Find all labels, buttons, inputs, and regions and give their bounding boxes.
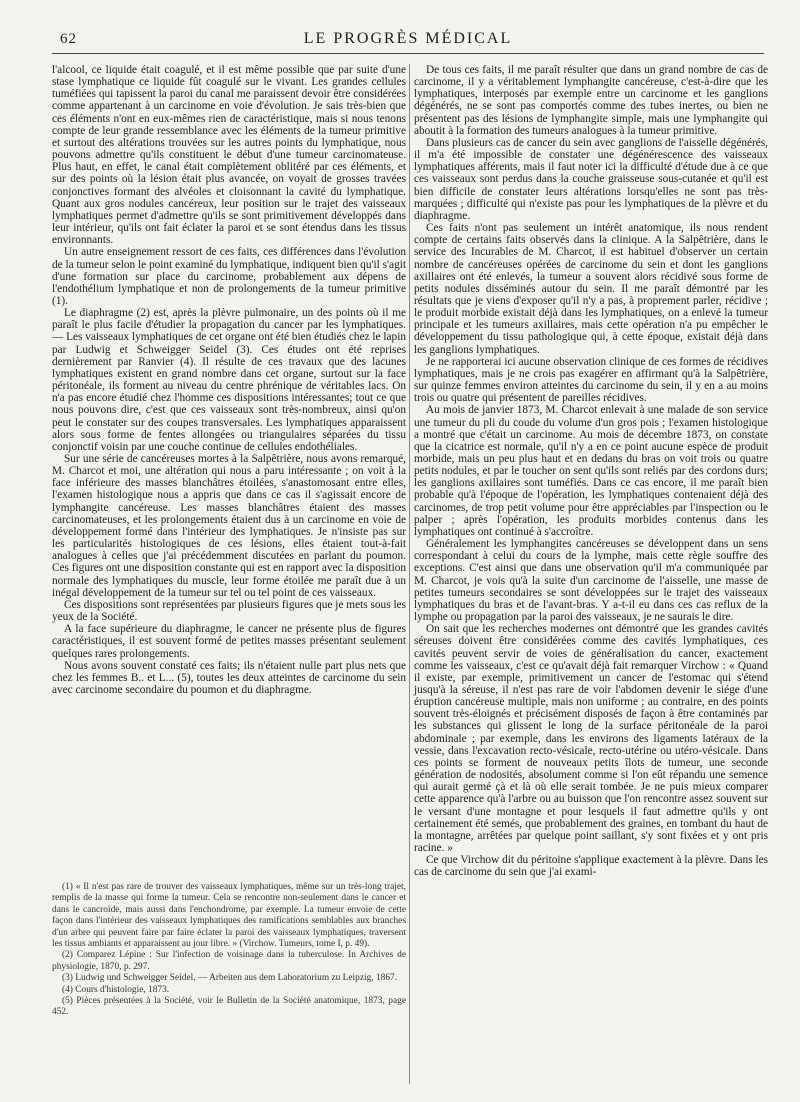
right-column-paragraph: Généralement les lymphangites cancéreuses se développent dans un sens correspondant à celui du cours de la lymphe, mais cette règle souffre des exceptions. C'est ainsi que dans une observation qu'il m'a communiquée par M. Charcot, je vois qu'à la suite d'un carcinome de l'aisselle, une masse de petites tumeurs secondaires se sont développées sur le trajet des vaisseaux lymphatiques du bras et de l'avant-bras. Y a-t-il eu dans ces cas reflux de la lymphe ou propagation par la paroi des vaisseaux, je ne saurais le dire. bbox=[414, 538, 768, 624]
left-column-paragraph: Le diaphragme (2) est, après la plèvre pulmonaire, un des points où il me paraît le plus facile d'étudier la propagation du cancer par les lymphatiques. — Les vaisseaux lymphatiques de cet organe ont été bien étudiés chez le lapin par Ludwig et Schweigger Seidel (3). Ces études ont été reprises dernièrement par Ranvier (4). Il résulte de ces travaux que des lacunes lymphatiques existent en grand nombre dans cet organe, surtout sur la face péritonéale, ils forment au niveau du centre phrénique de véritables lacs. On n'a pas encore étudié chez l'homme ces dispositions intéressantes; tout ce que nous pouvons dire, c'est que ces vaisseaux sont très-nombreux, ainsi qu'on peut le constater sur des coupes transversales. Les lymphatiques apparaissent alors sous forme de fentes allongées ou triangulaires séparées du tissu conjonctif voisin par une couche continue de cellules endothéliales. bbox=[52, 307, 406, 453]
right-column bbox=[414, 64, 768, 878]
left-column-paragraph: Nous avons souvent constaté ces faits; ils n'étaient nulle part plus nets que chez les femmes B.. et L... (5), toutes les deux atteintes de carcinome du sein avec carcinome secondaire du poumon et du diaphragme. bbox=[52, 659, 406, 696]
page-header bbox=[52, 29, 764, 54]
left-column-paragraph: A la face supérieure du diaphragme, le cancer ne présente plus de figures caractéristiques, il est souvent formé de petites masses présentant seulement quelques rares prolongements. bbox=[52, 623, 406, 660]
journal-title: LE PROGRÈS MÉDICAL bbox=[303, 30, 513, 47]
footnote: (4) Cours d'histologie, 1873. bbox=[62, 984, 170, 995]
left-column bbox=[52, 64, 406, 696]
right-column-paragraph: Dans plusieurs cas de cancer du sein avec ganglions de l'aisselle dégénérés, il m'a été impossible de constater une dégénérescence des vaisseaux lymphatiques afférents, mais il faut noter ici la difficulté d'étude due à ce que ces vaisseaux sont perdus dans la couche graisseuse sous-cutanée et qu'il est bien difficile de constater leurs altérations lorsqu'elles ne sont pas très-marquées ; difficulté qui n'existe pas pour les lymphatiques de la plèvre et du diaphragme. bbox=[414, 136, 768, 222]
footnote: (5) Pièces présentées à la Société, voir le Bulletin de la Société anatomique, 1873, page 452. bbox=[52, 996, 406, 1018]
footnote: (3) Ludwig und Schweigger Seidel. — Arbeiten aus dem Laboratorium zu Leipzig, 1867. bbox=[62, 973, 398, 984]
left-column-paragraph: Sur une série de cancéreuses mortes à la Salpêtrière, nous avons remarqué, M. Charcot et moi, une altération qui nous a paru intéressante ; on voit à la face inférieure des masses blanchâtres étoilées, s'anastomosant entre elles, l'examen histologique nous a appris que dans ce cas il s'agissait encore de lymphangite cancéreuse. Les masses blanchâtres étaient des masses carcinomateuses, et les prolongements étaient dus à un carcinome en voie de développement formé dans l'intérieur des lymphatiques. Je n'insiste pas sur les particularités histologiques de ces lésions, elles étaient tout-à-fait analogues à celles que j'ai précédemment discutées en parlant du poumon. Ces figures ont une disposition constante qui est en rapport avec la disposition normale des lymphatiques du muscle, leur forme étoilée me paraît due à un inégal développement de la tumeur sur tel ou tel point de ces vaisseaux. bbox=[52, 453, 406, 599]
right-column-paragraph: Ces faits n'ont pas seulement un intérêt anatomique, ils nous rendent compte de certains faits observés dans la clinique. A la Salpêtrière, dans le service des Incurables de M. Charcot, il est habituel d'observer un certain nombre de cancéreuses opérées de carcinome du sein et dont les ganglions axillaires ont été enlevés, la tumeur a souvent alors récidivé sous forme de petits nodules disséminés autour du sein. Il me paraît démontré par les résultats que je viens d'exposer qu'il n'y a pas, à proprement parler, récidive ; le produit morbide existait déjà dans les lymphatiques, on a enlevé la tumeur principale et les tumeurs axillaires, mais cette opération n'a pu empêcher le développement du tissu pathologique qui, à cette époque, existait déjà dans les ganglions lymphatiques. bbox=[414, 222, 768, 356]
right-column-paragraph: Ce que Virchow dit du péritoine s'applique exactement à la plèvre. Dans les cas de carcinome du sein que j'ai exami- bbox=[414, 854, 768, 879]
footnotes bbox=[52, 882, 406, 1019]
right-column-paragraph: Au mois de janvier 1873, M. Charcot enlevait à une malade de son service une tumeur du pli du coude du volume d'un gros pois ; l'examen histologique a montré que c'était un carcinome. Au mois de décembre 1873, on constate que la cicatrice est normale, qu'il n'y a en ce point aucune espèce de produit morbide, mais un peu plus haut et en dedans du bras on voit trois ou quatre petits nodules, et par le toucher on sent qu'ils sont reliés par des cordons durs; les ganglions axillaires sont tuméfiés. Dans ce cas encore, il me paraît bien probable qu'à l'époque de l'opération, les lymphatiques contenaient déjà des carcinomes, de trop petit volume pour être appréciables par l'inspection ou le palper ; après l'opération, les produits morbides contenus dans les lymphatiques ont continué à s'accroître. bbox=[414, 404, 768, 538]
right-column-paragraph: On sait que les recherches modernes ont démontré que les grandes cavités séreuses doivent être considérées comme des cavités lymphatiques, ces cavités peuvent servir de voies de généralisation du cancer, exactement comme les vaisseaux, c'est ce qu'avait déjà fait remarquer Virchow : « Quand il existe, par exemple, primitivement un cancer de l'estomac qui s'étend jusqu'à la séreuse, il n'est pas rare de voir l'abdomen devenir le siége d'une éruption cancéreuse multiple, mais non uniforme ; au contraire, en des points souvent très-éloignés et précisément disposés de façon à être contaminés par les substances qui glissent le long de la surface péritonéale de la paroi abdominale ; par exemple, dans les environs des ligaments latéraux de la vessie, dans l'excavation recto-vésicale, recto-utérine ou utéro-vésicale. Dans ces points se forment de nouveaux petits îlots de tumeur, une seconde génération de nodosités, absolument comme si l'on eût répandu une semence qui aurait germé çà et là où elle serait tombée. Je ne puis mieux comparer cette apparence qu'à l'arbre ou au buisson que l'on rencontre assez souvent sur le versant d'une montagne et pour lesquels il faut admettre qu'ils y ont certainement été semés, que probablement des graines, en tombant du haut de la montagne, arrêtées par quelque point saillant, s'y sont fixées et y ont pris racine. » bbox=[414, 623, 768, 854]
left-column-paragraph: l'alcool, ce liquide était coagulé, et il est même possible que par suite d'une stase lymphatique ce liquide fût coagulé sur le vivant. Les grandes cellules tuméfiées qui tapissent la paroi du canal me paraissent devoir être considérées comme appartenant à un carcinome en voie d'évolution. Je sais très-bien que ces éléments n'ont en eux-mêmes rien de caractéristique, mais si nous tenons compte de leur grande ressemblance avec les éléments de la tumeur primitive et surtout des altérations trouvées sur les autres points du lymphatique, nous pouvons admettre qu'ils constituent le début d'une tumeur carcinomateuse. Plus haut, en effet, le canal était complètement oblitéré par ces éléments, et sur des points où la lésion était plus avancée, on voyait de grosses travées conjonctives formant des alvéoles et cloisonnant la cavité du lymphatique. Quant aux gros nodules cancéreux, leur position sur le trajet des vaisseaux lymphatiques permet d'admettre qu'ils se sont primitivement développés dans leur intérieur, qu'ils ont fait éclater la paroi et se sont étendus dans les tissus environnants. bbox=[52, 64, 406, 247]
left-column-paragraph: Un autre enseignement ressort de ces faits, ces différences dans l'évolution de la tumeur selon le point examiné du lymphatique, indiquent bien qu'il s'agit d'une formation sur place du carcinome, probablement aux dépens de l'endothélium lymphatique et non de prolongements de la tumeur primitive (1). bbox=[52, 246, 406, 307]
footnote: (2) Comparez Lépine : Sur l'infection de voisinage dans la tuberculose. In Archives de physiologie, 1870, p. 297. bbox=[52, 950, 406, 972]
right-column-paragraph: Je ne rapporterai ici aucune observation clinique de ces formes de récidives lymphatiques, mais je ne crois pas exagérer en affirmant qu'à la Salpêtrière, sur quinze femmes environ atteintes du carcinome du sein, il y en a au moins trois ou quatre qui présentent de pareilles récidives. bbox=[414, 355, 768, 405]
right-column-paragraph: De tous ces faits, il me paraît résulter que dans un grand nombre de cas de carcinome, il y a véritablement lymphangite cancéreuse, c'est-à-dire que les lymphatiques, interposés par exemple entre un carcinome et les ganglions dégénérés, ne se sont pas comportés comme des tubes inertes, ou bien ne présentent pas des lésions de lymphangite simple, mais une lymphangite qui aboutit à la formation des tumeurs analogues à la tumeur primitive. bbox=[414, 64, 768, 137]
left-column-paragraph: Ces dispositions sont représentées par plusieurs figures que je mets sous les yeux de la Société. bbox=[52, 598, 406, 624]
footnote: (1) « Il n'est pas rare de trouver des vaisseaux lymphatiques, même sur un très-long trajet, remplis de la masse qui forme la tumeur. Cela se rencontre non-seulement dans le cancer et dans le cancroïde, mais aussi dans l'enchondrome, par exemple. La tumeur envoie de cette façon dans l'intérieur des vaisseaux lymphatiques des ramifications semblables aux branches d'un arbre qui peuvent faire par faire éclater la paroi des vaisseaux lymphatiques, traversent les tissus ambiants et apparaissent au jour libre. » (Virchow. Tumeurs, tome I, p. 49). bbox=[52, 882, 406, 950]
column-divider bbox=[409, 64, 410, 1084]
page-number: 62 bbox=[60, 31, 77, 47]
